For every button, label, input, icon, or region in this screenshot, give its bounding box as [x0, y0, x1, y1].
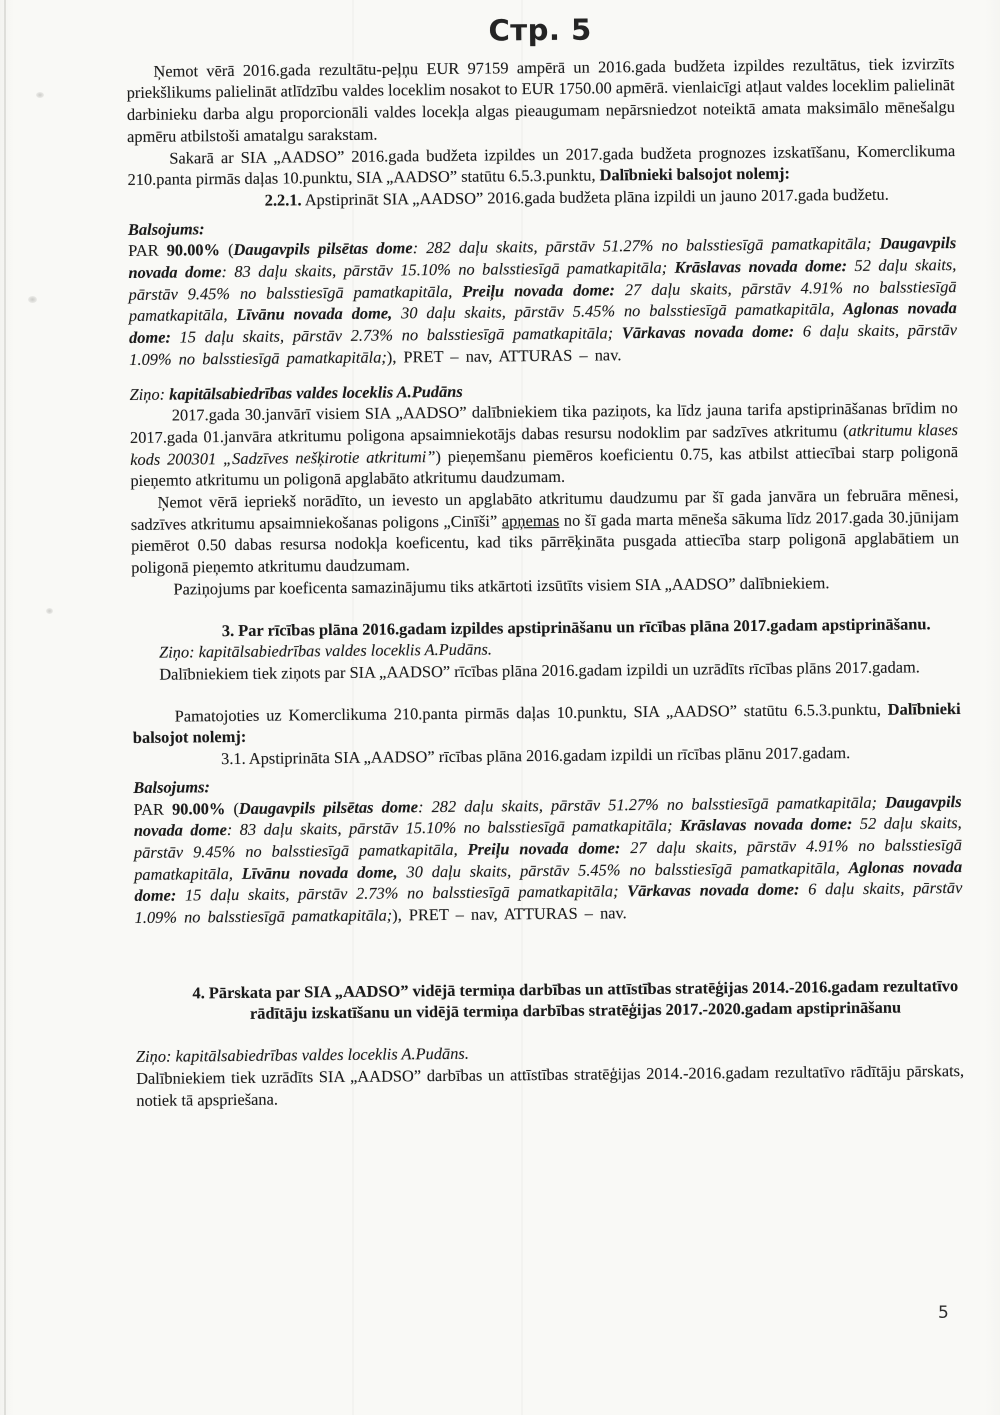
text-run: Dalībnieki balsojot nolemj: [599, 163, 791, 185]
para-strategy-review [136, 1060, 964, 1111]
text-run: Ziņo: kapitālsabiedrības valdes loceklis A.Pudāns. [158, 639, 493, 662]
text-run: 4. Pārskata par SIA „AADSO” vidējā termiņa darbības un attīstības stratēģijas 2014.-2016.gadam rezultatīvo rādītāju izskatīšanu un vidējā termiņa darbības stratēģijas 2017.-2020.gadam apstiprināšanu [192, 975, 959, 1024]
vote-record-1 [128, 232, 957, 370]
text-run: : 83 daļu skaits, pārstāv 15.10% no balsstiesīgā pamatkapitāla; [221, 257, 675, 282]
text-run: 6 daļu skaits, pārstāv 1.09% no balsstiesīgā pamatkapitāla; [134, 878, 963, 927]
text-run: Apstiprināt SIA „AADSO” 2016.gada budžeta plāna izpildi un jauno 2017.gada budžetu. [301, 184, 889, 210]
para-coefficient-commitment [131, 484, 960, 579]
text-run: Pamatojoties uz Komerclikuma 210.panta pirmās daļas 10.punktu, SIA „AADSO” statūtu 6.5.3.punktu, [174, 699, 888, 726]
text-run: 52 daļu skaits, pārstāv 9.45% no balsstiesīgā pamatkapitāla, [128, 255, 957, 304]
scan-artifact [46, 608, 53, 614]
document-body [126, 53, 964, 1111]
text-run: 30 daļu skaits, pārstāv 5.45% no balsstiesīgā pamatkapitāla, [397, 857, 849, 882]
text-run: 27 daļu skaits, pārstāv 4.91% no balsstiesīgā pamatkapitāla, [128, 276, 957, 326]
page-title: Стр. 5 [488, 12, 592, 48]
text-run: Krāslavas novada dome: [674, 256, 848, 277]
text-run: Aglonas novada dome: [134, 856, 963, 906]
para-salary-proposal [126, 53, 955, 148]
para-tariff-notice [130, 397, 959, 492]
text-run: Vārkavas novada dome: [627, 879, 800, 901]
text-run: : 282 daļu skaits, pārstāv 51.27% no balsstiesīgā pamatkapitāla; [417, 792, 886, 816]
text-run: Balsojums: [133, 777, 210, 797]
text-run: Daugavpils novada dome [133, 791, 962, 841]
text-run: 15 daļu skaits, pārstāv 2.73% no balsstiesīgā pamatkapitāla; [170, 323, 622, 347]
text-run: Balsojums: [127, 218, 205, 239]
text-run: PAR [128, 240, 167, 261]
text-run: 30 daļu skaits, pārstāv 5.45% no balsstiesīgā pamatkapitāla, [392, 299, 844, 323]
text-run: Līvānu novada dome, [236, 303, 393, 325]
text-run: ), PRET – nav, ATTURAS – nav. [392, 903, 627, 925]
text-run: 27 daļu skaits, pārstāv 4.91% no balsstiesīgā pamatkapitāla, [134, 834, 963, 884]
text-run: Preiļu novada dome: [462, 280, 616, 301]
page-number: 5 [938, 1303, 949, 1323]
text-run: ( [219, 240, 234, 260]
text-run: Dalībniekiem tiek ziņots par SIA „AADSO” rīcības plāna 2016.gadam izpildi un uzrādīts rīcības plāns 2017.gadam. [159, 657, 920, 684]
text-run: 2.2.1. [264, 190, 302, 210]
text-run: Krāslavas novada dome: [679, 814, 853, 835]
text-run: Sakarā ar SIA „AADSO” 2016.gada budžeta izpildes un 2017.gada budžeta prognozes izskatīšanu, Komerclikuma 210.panta pirmās daļas 10.punktu, SIA „AADSO” statūtu 6.5.3.punktu, [127, 140, 956, 190]
text-run: Daugavpils pilsētas dome [238, 796, 419, 818]
text-run: Ziņo: [129, 384, 170, 404]
text-run: 2017.gada 30.janvārī visiem SIA „AADSO” dalībniekiem tika paziņots, ka līdz jauna tarifa apstiprināšanas brīdim no 2017.gada 01.janvāra atkritumu poligona apsaimniekotājs dabas resursu nodoklim par sadzīves atkritumu ( [129, 398, 958, 447]
text-run: Aglonas novada dome: [128, 298, 957, 348]
text-run: kapitālsabiedrības valdes loceklis A.Pudāns [169, 381, 463, 404]
text-run: Vārkavas novada dome: [621, 321, 795, 343]
text-run: 52 daļu skaits, pārstāv 9.45% no balsstiesīgā pamatkapitāla, [133, 813, 962, 862]
text-run: Paziņojums par koeficenta samazinājumu tiks atkārtoti izsūtīts visiem SIA „AADSO” dalībniekiem. [173, 573, 830, 599]
text-run: atkritumu klases kods 200301 „Sadzīves nešķirotie atkritumi” [130, 419, 959, 469]
text-run: Preiļu novada dome: [467, 838, 621, 859]
text-run: PAR [133, 799, 173, 819]
text-run: Dalībniekiem tiek uzrādīts SIA „AADSO” darbības un attīstības stratēģijas 2014.-2016.gadam rezultatīvo rādītāju pārskats, notiek tā apspriešana. [136, 1060, 965, 1110]
vote-record-2 [133, 790, 962, 928]
text-run: 3.1. Apstiprināta SIA „AADSO” rīcības plāna 2016.gadam izpildi un rīcības plānu 2017.gadam. [220, 743, 851, 769]
document-content [126, 12, 965, 1111]
text-run: Daugavpils novada dome [128, 233, 957, 282]
text-run: apņemas [501, 510, 560, 531]
text-run: 3. Par rīcības plāna 2016.gadam izpildes apstiprināšanu un rīcības plāna 2017.gadam apstiprināšanu. [221, 613, 931, 640]
scan-artifact [36, 92, 44, 98]
text-run: no šī gada marta mēneša sākuma līdz 2017.gada 30.jūnijam piemērot 0.50 dabas resursa nodokļa koeficentu, kad tiks pārrēķināta pusgada attiecība starp poligonā apglabātiem un poligonā pieņemto atkritumu daudzumam. [130, 506, 960, 578]
text-run: Ņemot vērā iepriekš norādīto, un ievesto un apglabāto atkritumu daudzumu par šī gada janvāra un februāra mēnesi, sadzīves atkritumu apsaimniekošanas poligons „Cinīši” [130, 485, 959, 534]
scan-edge-line [4, 0, 6, 1415]
text-run: 90.00% [171, 798, 226, 819]
text-run: Ņemot vērā 2016.gada rezultātu-peļņu EUR 97159 ampērā un 2016.gada budžeta izpildes rezultātus, tiek izvirzīts priekšlikums palielināt atlīdzību valdes loceklim nosakot to EUR 1750.00 apmērā. vienlaicīgi atļaut valdes loceklim palielināt darbinieku darba algu proporcionāli valdes locekļa algas pieaugumam nepārsniedzot noteiktā amata maksimālo mēnešalgu apmēru atbilstoši amatalgu sarakstam. [126, 53, 955, 146]
text-run: Dalībnieki balsojot nolemj: [132, 698, 961, 748]
text-run: 15 daļu skaits, pārstāv 2.73% no balsstiesīgā pamatkapitāla; [176, 881, 628, 905]
text-run: Līvānu novada dome, [241, 862, 398, 883]
heading-section-4 [191, 975, 959, 1026]
text-run: ), PRET – nav, ATTURAS – nav. [386, 345, 622, 367]
text-run: ) pieņemšanu piemēros koeficientu 0.75, kas atbilst attiecībai starp poligonā pieņemto atkritumu un poligonā apglabāto atkritumu daudzumam. [130, 441, 959, 491]
text-run: 6 daļu skaits, pārstāv 1.09% no balsstiesīgā pamatkapitāla; [129, 320, 958, 369]
text-run: Ziņo: kapitālsabiedrības valdes loceklis A.Pudāns. [135, 1043, 469, 1067]
text-run: 90.00% [166, 240, 221, 260]
text-run: Daugavpils pilsētas dome [233, 238, 413, 260]
text-run: : 83 daļu skaits, pārstāv 15.10% no balsstiesīgā pamatkapitāla; [226, 815, 681, 840]
text-run: ( [225, 798, 239, 818]
text-run: : 282 daļu skaits, pārstāv 51.27% no balsstiesīgā pamatkapitāla; [412, 234, 880, 258]
scan-artifact [28, 296, 37, 303]
